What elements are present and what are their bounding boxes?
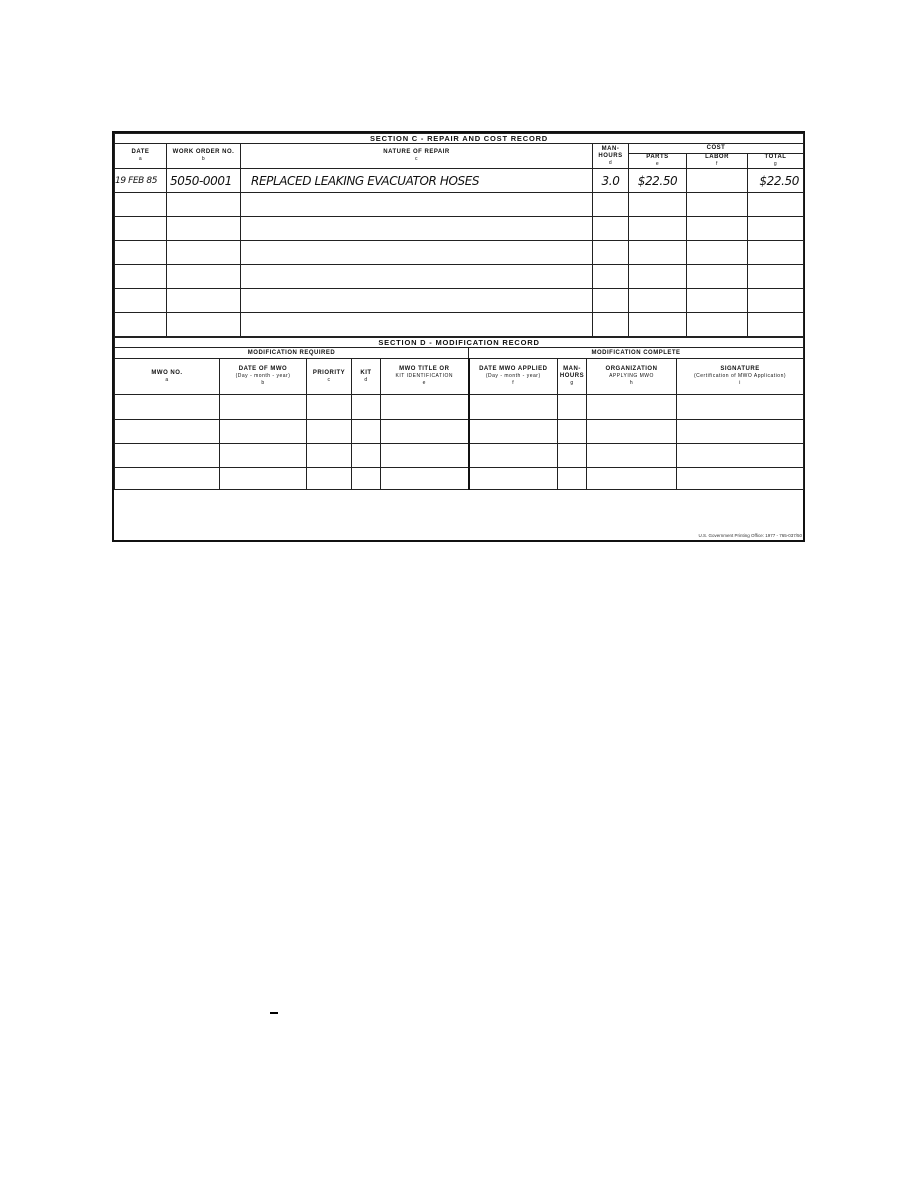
table-row (115, 395, 804, 420)
table-row (115, 444, 804, 468)
table-row (115, 265, 804, 289)
mwo-number-header: MWO NO. a (115, 359, 220, 395)
cost-header: COST (629, 144, 804, 154)
mwo-title-header: MWO TITLE OR KIT IDENTIFICATION e (381, 359, 469, 395)
section-c-title: SECTION C - REPAIR AND COST RECORD (115, 134, 804, 144)
priority-header: PRIORITY c (307, 359, 352, 395)
date-of-mwo-header: DATE OF MWO (Day - month - year) b (220, 359, 307, 395)
table-row (115, 241, 804, 265)
date-header: DATE a (115, 144, 167, 169)
parts-header: PARTS e (629, 154, 687, 169)
total-header: TOTAL g (748, 154, 804, 169)
entry-man-hours: 3.0 (593, 169, 629, 193)
entry-date: 19 FEB 85 (115, 169, 167, 193)
entry-nature-of-repair: REPLACED LEAKING EVACUATOR HOSES (241, 169, 593, 193)
table-row (115, 193, 804, 217)
modification-required-header: MODIFICATION REQUIRED (115, 348, 469, 359)
table-row (115, 169, 804, 193)
table-row (115, 313, 804, 337)
entry-total-cost: $22.50 (748, 169, 804, 193)
entry-parts-cost: $22.50 (629, 169, 687, 193)
printing-office-footer: U.S. Government Printing Office: 1977 - 765-037/50 (698, 533, 802, 538)
table-row (115, 289, 804, 313)
kit-header: KIT d (352, 359, 381, 395)
entry-work-order: 5050-0001 (167, 169, 241, 193)
table-row (115, 468, 804, 490)
work-order-header: WORK ORDER NO. b (167, 144, 241, 169)
section-c-table (114, 133, 804, 337)
man-hours-header: MAN-HOURS d (593, 144, 629, 169)
nature-of-repair-header: NATURE OF REPAIR c (241, 144, 593, 169)
section-d-title: SECTION D - MODIFICATION RECORD (115, 338, 804, 348)
section-d-table (114, 337, 804, 490)
date-applied-header: DATE MWO APPLIED (Day - month - year) f (469, 359, 558, 395)
page-dash-mark (270, 1012, 278, 1014)
table-row (115, 420, 804, 444)
modification-complete-header: MODIFICATION COMPLETE (469, 348, 804, 359)
table-row (115, 217, 804, 241)
mod-man-hours-header: MAN-HOURS g (558, 359, 587, 395)
entry-labor-cost (687, 169, 748, 193)
signature-header: SIGNATURE (Certification of MWO Application) i (677, 359, 804, 395)
organization-header: ORGANIZATION APPLYING MWO h (587, 359, 677, 395)
labor-header: LABOR f (687, 154, 748, 169)
repair-cost-form (112, 131, 805, 542)
